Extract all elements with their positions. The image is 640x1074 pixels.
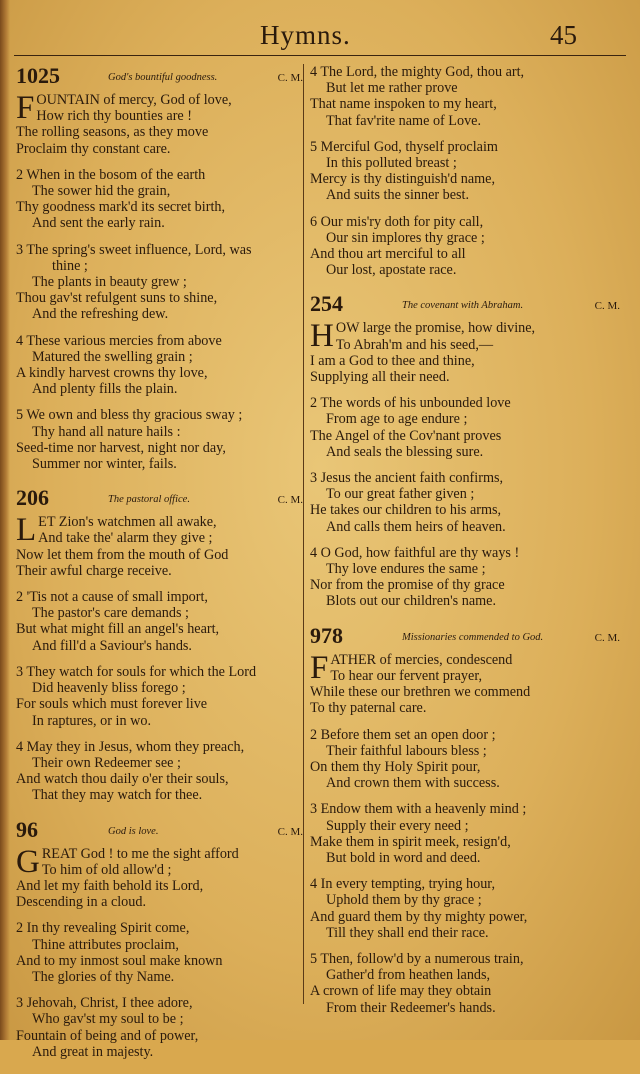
verse xyxy=(310,395,628,460)
verse-line: In raptures, or in wo. xyxy=(32,712,151,729)
verse-line: Their faithful labours bless ; xyxy=(326,742,487,759)
hymn-number: 978 xyxy=(310,622,343,648)
verse xyxy=(310,951,628,1016)
verse xyxy=(16,995,311,1060)
verse-line: Our sin implores thy grace ; xyxy=(326,229,485,246)
verse-line: Till they shall end their race. xyxy=(326,924,489,941)
verse xyxy=(310,64,628,129)
verse-line: 5 Then, follow'd by a numerous train, xyxy=(310,950,524,967)
verse-line: OW large the promise, how divine, xyxy=(335,320,536,337)
hymn-meter: C. M. xyxy=(277,494,303,507)
verse-line: And to my inmost soul make known xyxy=(16,952,223,969)
hymn-heading xyxy=(16,818,311,842)
verse-line: Make them in spirit meek, resign'd, xyxy=(310,833,511,850)
verse-line: 3 Endow them with a heavenly mind ; xyxy=(310,801,527,818)
verse-line: The sower hid the grain, xyxy=(32,183,171,200)
verse-line: Nor from the promise of thy grace xyxy=(310,577,505,594)
verse-line: To him of old allow'd ; xyxy=(41,861,172,878)
verse xyxy=(310,727,628,792)
verse-line: Our lost, apostate race. xyxy=(326,262,457,279)
verse xyxy=(310,876,628,941)
verse-line: The pastor's care demands ; xyxy=(32,605,189,622)
verse-line: How rich thy bounties are ! xyxy=(36,108,192,125)
verse-line: 2 Before them set an open door ; xyxy=(310,726,496,743)
verse-line: Thine attributes proclaim, xyxy=(32,936,179,953)
verse xyxy=(16,920,311,985)
verse-line: Thy love endures the same ; xyxy=(326,561,486,578)
verse-line: 3 Jehovah, Christ, I thee adore, xyxy=(16,995,193,1012)
verse xyxy=(310,801,628,866)
verse-line: A crown of life may they obtain xyxy=(310,983,492,1000)
hymn-96 xyxy=(16,818,311,1060)
hymn-title: Missionaries commended to God. xyxy=(402,631,544,643)
verse-line: And crown them with success. xyxy=(326,775,500,792)
verse-line: And thou art merciful to all xyxy=(310,246,466,263)
verse xyxy=(16,407,311,472)
verse xyxy=(16,333,311,398)
verse xyxy=(16,589,311,654)
verse-line: Uphold them by thy grace ; xyxy=(326,892,482,909)
verse xyxy=(16,739,311,804)
drop-cap: G xyxy=(16,843,40,880)
verse-line: 3 They watch for souls for which the Lord xyxy=(16,663,257,680)
verse-line: To our great father given ; xyxy=(326,486,475,503)
verse-line: From age to age endure ; xyxy=(326,411,468,428)
verse-line: Now let them from the mouth of God xyxy=(16,546,229,563)
verse-line: Blots out our children's name. xyxy=(326,593,497,610)
verse xyxy=(310,139,628,204)
right-column xyxy=(310,64,628,1030)
verse-line: 4 In every tempting, trying hour, xyxy=(310,876,496,893)
verse xyxy=(310,470,628,535)
verse xyxy=(16,242,311,323)
verse-line: 4 May they in Jesus, whom they preach, xyxy=(16,738,245,755)
verse-line: REAT God ! to me the sight afford xyxy=(41,845,239,862)
verse-line: And fill'd a Saviour's hands. xyxy=(32,637,192,654)
verse-line: 3 The spring's sweet influence, Lord, was xyxy=(16,241,252,258)
verse-line: But let me rather prove xyxy=(326,80,458,97)
book-binding-edge xyxy=(0,0,10,1040)
page-header xyxy=(0,20,640,60)
verse-line: Summer nor winter, fails. xyxy=(32,456,177,473)
verse-line: Gather'd from heathen lands, xyxy=(326,967,491,984)
hymn-title: The pastoral office. xyxy=(108,494,190,506)
hymn-number: 206 xyxy=(16,485,49,511)
verse-line: While these our brethren we commend xyxy=(310,684,531,701)
hymn-heading xyxy=(310,624,628,648)
hymn-number: 96 xyxy=(16,816,38,842)
verse-line: 5 Merciful God, thyself proclaim xyxy=(310,138,498,155)
verse-line: Mercy is thy distinguish'd name, xyxy=(310,171,496,188)
page-number: 45 xyxy=(550,20,577,50)
verse-line: Supply their every need ; xyxy=(326,817,469,834)
verse-line: For souls which must forever live xyxy=(16,696,208,713)
drop-cap: L xyxy=(16,512,37,549)
verse-line: And sent the early rain. xyxy=(32,215,165,232)
verse-line: Thy goodness mark'd its secret birth, xyxy=(16,199,226,216)
verse-line: To thy paternal care. xyxy=(310,700,427,717)
verse-line: Descending in a cloud. xyxy=(16,894,147,911)
hymn-heading xyxy=(16,486,311,510)
verse-line: From their Redeemer's hands. xyxy=(326,999,496,1016)
verse-line: To Abrah'm and his seed,— xyxy=(335,336,494,353)
verse-line: thine ; xyxy=(52,257,88,274)
verse-line: That they may watch for thee. xyxy=(32,787,203,804)
verse-line: The plants in beauty grew ; xyxy=(32,274,187,291)
verse-line: 4 The Lord, the mighty God, thou art, xyxy=(310,64,525,80)
verse-line: 2 'Tis not a cause of small import, xyxy=(16,589,208,606)
verse-line: 6 Our mis'ry doth for pity call, xyxy=(310,213,484,230)
hymn-1025 xyxy=(16,64,311,472)
verse-line: And let my faith behold its Lord, xyxy=(16,877,204,894)
hymn-title: The covenant with Abraham. xyxy=(402,300,524,312)
verse-line: 4 O God, how faithful are thy ways ! xyxy=(310,544,520,561)
verse xyxy=(16,514,311,579)
verse-line: Thy hand all nature hails : xyxy=(32,423,181,440)
hymn-number: 254 xyxy=(310,291,343,317)
verse-line: On them thy Holy Spirit pour, xyxy=(310,758,481,775)
verse-line: That fav'rite name of Love. xyxy=(326,112,482,129)
left-column xyxy=(16,64,311,1074)
verse-line: Seed-time nor harvest, night nor day, xyxy=(16,439,226,456)
verse-line: And plenty fills the plain. xyxy=(32,381,178,398)
verse-line: 4 These various mercies from above xyxy=(16,332,222,349)
hymn-heading xyxy=(16,64,311,88)
verse-line: The Angel of the Cov'nant proves xyxy=(310,427,502,444)
drop-cap: F xyxy=(310,649,329,686)
verse-line: But bold in word and deed. xyxy=(326,849,481,866)
verse-line: Their awful charge receive. xyxy=(16,562,172,579)
verse xyxy=(310,545,628,610)
verse-line: And seals the blessing sure. xyxy=(326,443,484,460)
verse-line: ATHER of mercies, condescend xyxy=(330,651,513,668)
hymn-title: God is love. xyxy=(108,825,159,837)
verse-line: Supplying all their need. xyxy=(310,369,450,386)
verse-line: And suits the sinner best. xyxy=(326,187,470,204)
drop-cap: F xyxy=(16,90,35,126)
hymn-number: 1025 xyxy=(16,63,60,88)
verse-line: 2 The words of his unbounded love xyxy=(310,395,511,412)
verse-line: And take the' alarm they give ; xyxy=(38,530,213,547)
verse-line: 2 In thy revealing Spirit come, xyxy=(16,920,190,937)
verse xyxy=(310,649,628,717)
verse-line: Fountain of being and of power, xyxy=(16,1027,199,1044)
hymn-title: God's bountiful goodness. xyxy=(108,72,218,83)
hymn-meter: C. M. xyxy=(277,825,303,838)
verse-line: In this polluted breast ; xyxy=(326,155,457,172)
verse xyxy=(16,92,311,157)
verse-line: That name inspoken to my heart, xyxy=(310,96,497,113)
verse-line: I am a God to thee and thine, xyxy=(310,352,475,369)
hymn-meter: C. M. xyxy=(594,300,620,313)
verse-line: He takes our children to his arms, xyxy=(310,502,502,519)
verse-line: The rolling seasons, as they move xyxy=(16,124,209,141)
verse-line: Proclaim thy constant care. xyxy=(16,140,171,157)
header-rule xyxy=(14,55,626,56)
verse xyxy=(16,843,311,911)
hymn-206 xyxy=(16,486,311,803)
verse-line: Matured the swelling grain ; xyxy=(32,348,193,365)
verse xyxy=(16,664,311,729)
verse-line: Who gav'st my soul to be ; xyxy=(32,1011,184,1028)
verse-line: And calls them heirs of heaven. xyxy=(326,518,506,535)
drop-cap: H xyxy=(310,318,334,355)
verse-line: And watch thou daily o'er their souls, xyxy=(16,771,229,788)
hymn-254 xyxy=(310,292,628,609)
verse-line: Their own Redeemer see ; xyxy=(32,754,181,771)
verse-line: OUNTAIN of mercy, God of love, xyxy=(36,92,232,108)
hymn-meter: C. M. xyxy=(594,631,620,644)
hymn-meter: C. M. xyxy=(277,72,303,84)
page-title: Hymns. xyxy=(260,20,351,50)
verse xyxy=(310,214,628,279)
verse-line: The glories of thy Name. xyxy=(32,968,175,985)
verse-line: And great in majesty. xyxy=(32,1043,154,1060)
verse-line: To hear our fervent prayer, xyxy=(330,667,483,684)
verse-line: And the refreshing dew. xyxy=(32,306,169,323)
verse-line: Did heavenly bliss forego ; xyxy=(32,680,186,697)
verse-line: But what might fill an angel's heart, xyxy=(16,621,220,638)
hymn-continued xyxy=(310,64,628,278)
hymn-978 xyxy=(310,624,628,1016)
hymn-heading xyxy=(310,292,628,316)
verse-line: 3 Jesus the ancient faith confirms, xyxy=(310,470,504,487)
verse-line: And guard them by thy mighty power, xyxy=(310,908,528,925)
verse xyxy=(310,320,628,385)
verse xyxy=(16,167,311,232)
verse-line: Thou gav'st refulgent suns to shine, xyxy=(16,290,218,307)
verse-line: 2 When in the bosom of the earth xyxy=(16,166,206,183)
verse-line: 5 We own and bless thy gracious sway ; xyxy=(16,407,243,424)
verse-line: A kindly harvest crowns thy love, xyxy=(16,365,208,382)
verse-line: ET Zion's watchmen all awake, xyxy=(38,514,217,531)
